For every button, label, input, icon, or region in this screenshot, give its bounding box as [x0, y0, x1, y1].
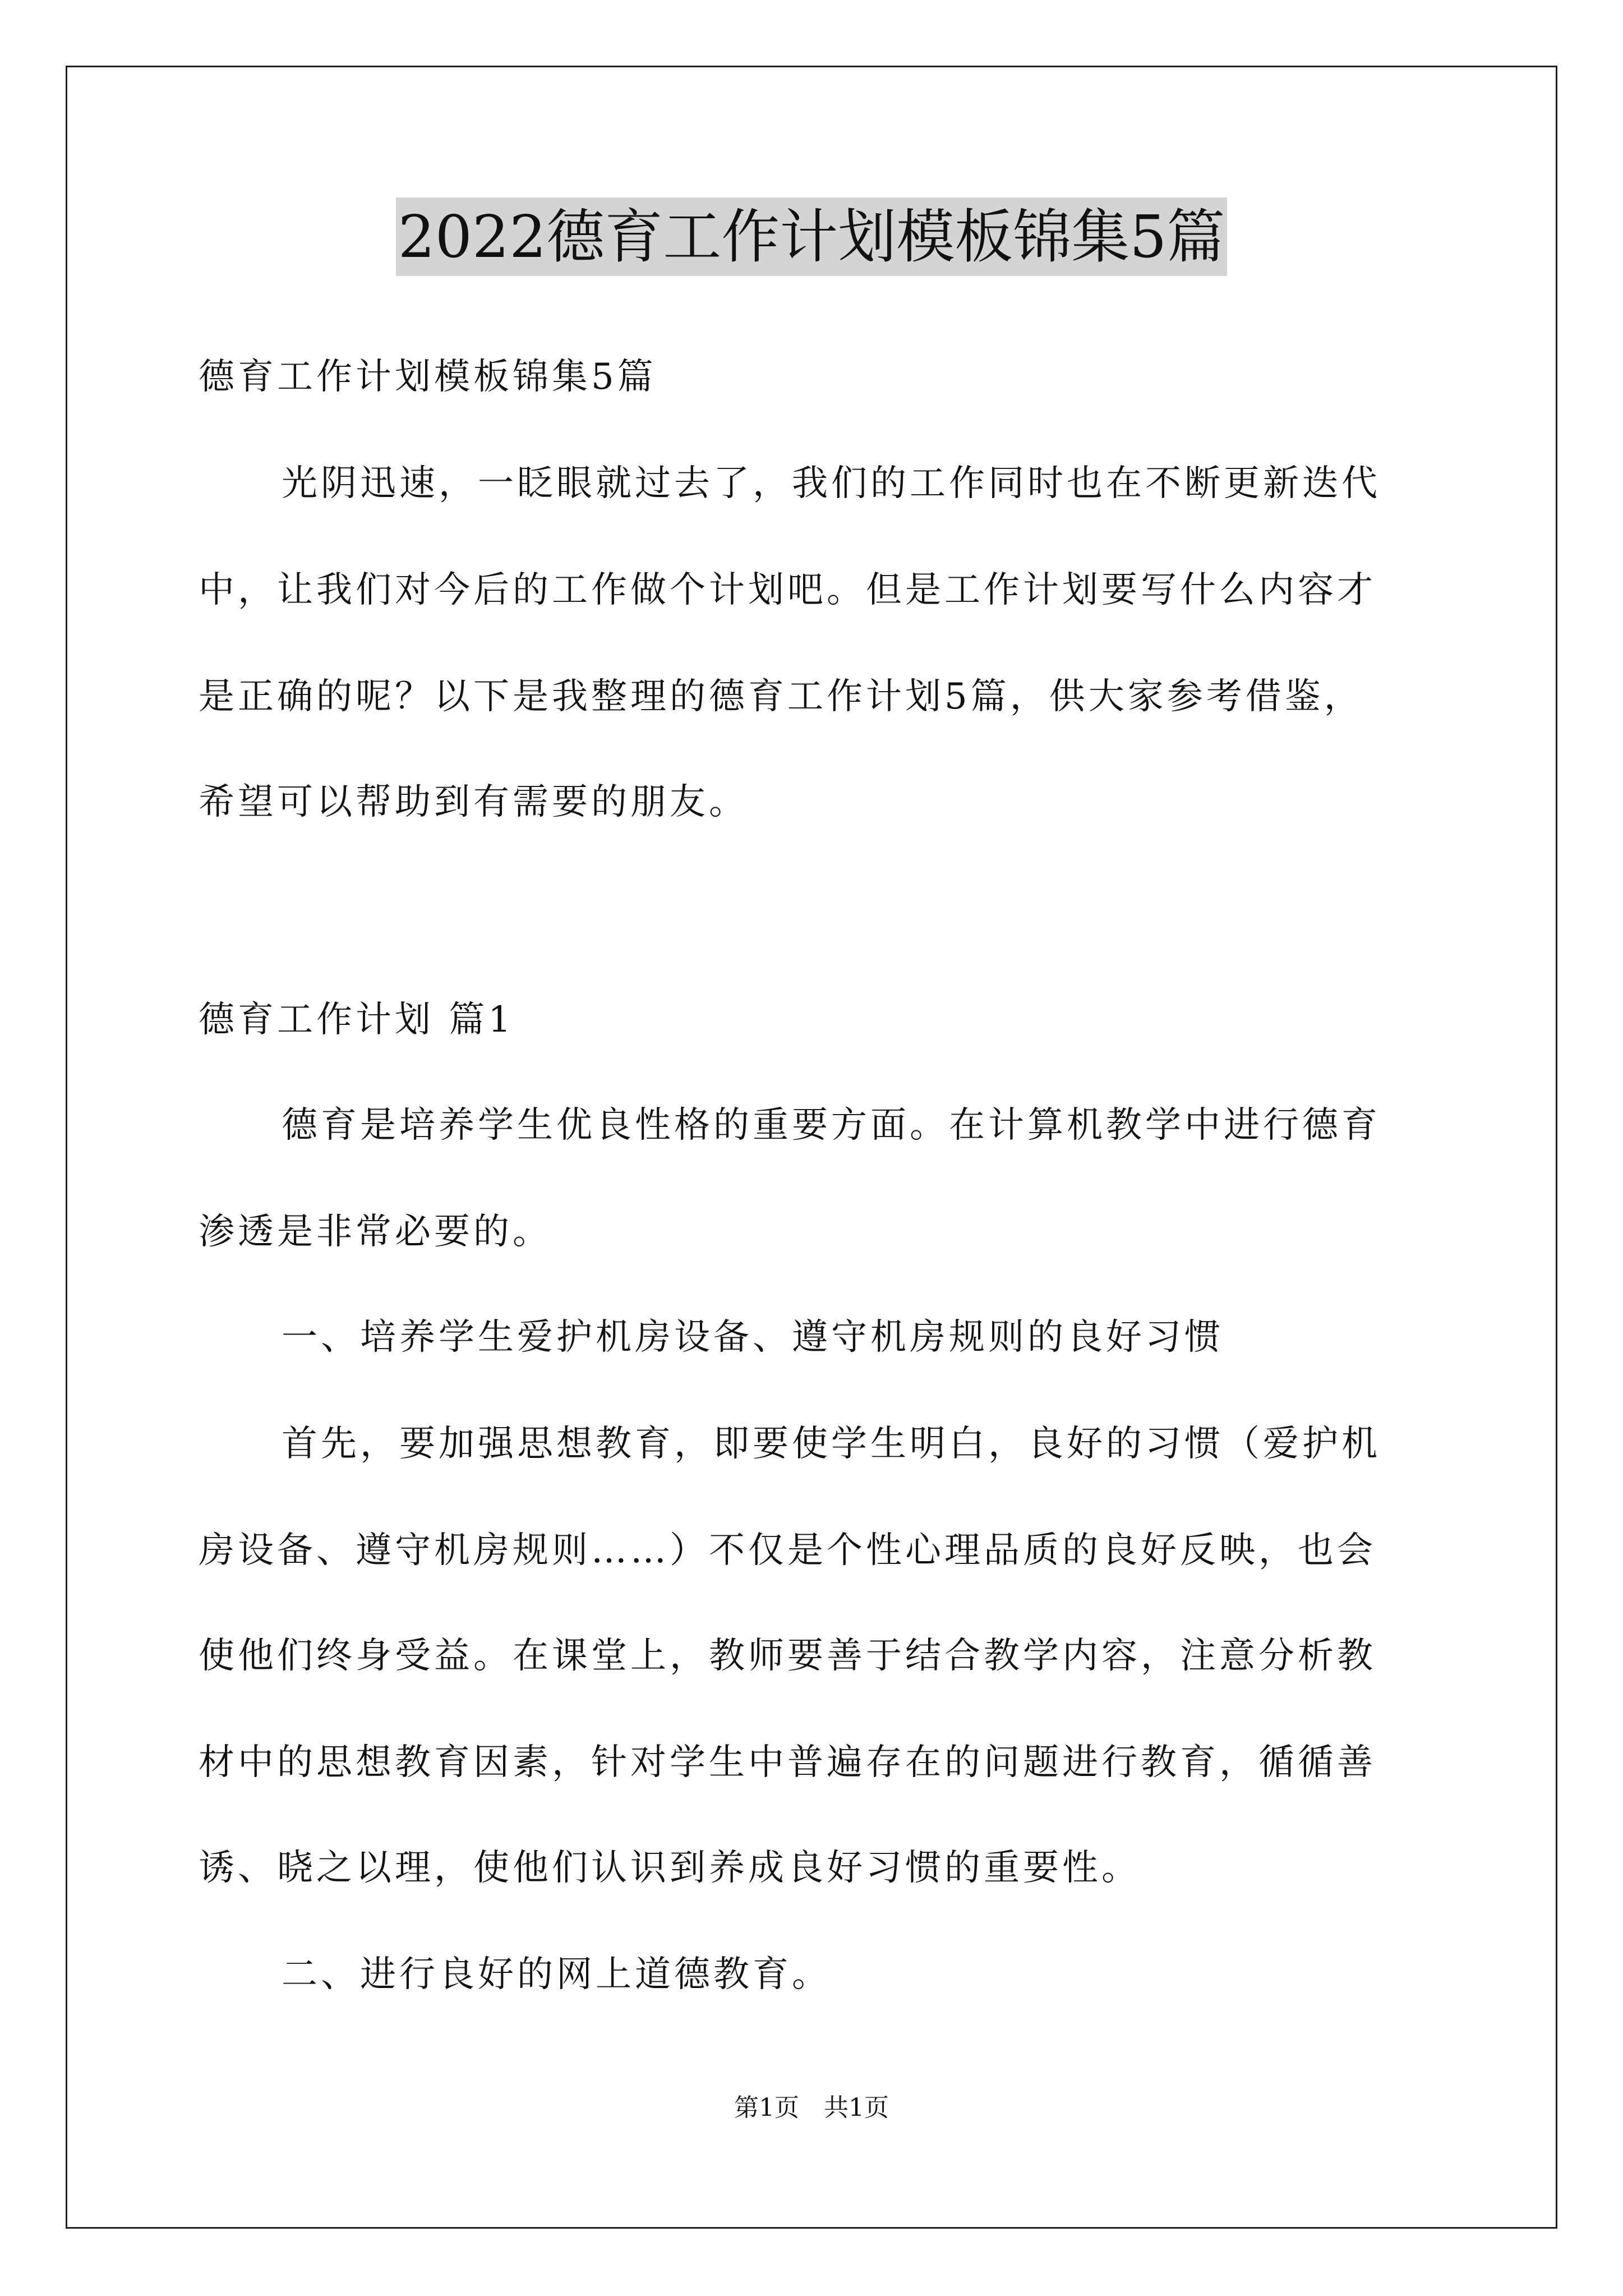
- body-line: 首先，要加强思想教育，即要使学生明白，良好的习惯（爱护机: [282, 1423, 1381, 1465]
- body-line: 房设备、遵守机房规则……）不仅是个性心理品质的良好反映，也会: [199, 1530, 1376, 1571]
- intro-line: 希望可以帮助到有需要的朋友。: [199, 781, 748, 823]
- body-line: 一、培养学生爱护机房设备、遵守机房规则的良好习惯: [282, 1317, 1224, 1358]
- body-line: 使他们终身受益。在课堂上，教师要善于结合教学内容，注意分析教: [199, 1635, 1376, 1677]
- intro-line: 光阴迅速，一眨眼就过去了，我们的工作同时也在不断更新迭代: [282, 463, 1381, 504]
- body-line: 渗透是非常必要的。: [199, 1211, 552, 1253]
- body-line: 德育是培养学生优良性格的重要方面。在计算机教学中进行德育: [282, 1105, 1381, 1146]
- page-footer: 第1页 共1页: [734, 2093, 889, 2122]
- document-title: 2022德育工作计划模板锦集5篇: [396, 197, 1228, 276]
- intro-line: 中，让我们对今后的工作做个计划吧。但是工作计划要写什么内容才: [199, 569, 1376, 611]
- body-line: 材中的思想教育因素，针对学生中普遍存在的问题进行教育，循循善: [199, 1742, 1376, 1783]
- title-container: [0, 197, 1623, 276]
- body-line: 诱、晓之以理，使他们认识到养成良好习惯的重要性。: [199, 1847, 1141, 1889]
- subtitle: 德育工作计划模板锦集5篇: [199, 356, 657, 398]
- body-line: 二、进行良好的网上道德教育。: [282, 1954, 831, 1995]
- intro-line: 是正确的呢？以下是我整理的德育工作计划5篇，供大家参考借鉴，: [199, 676, 1363, 717]
- section-heading: 德育工作计划 篇1: [199, 999, 515, 1041]
